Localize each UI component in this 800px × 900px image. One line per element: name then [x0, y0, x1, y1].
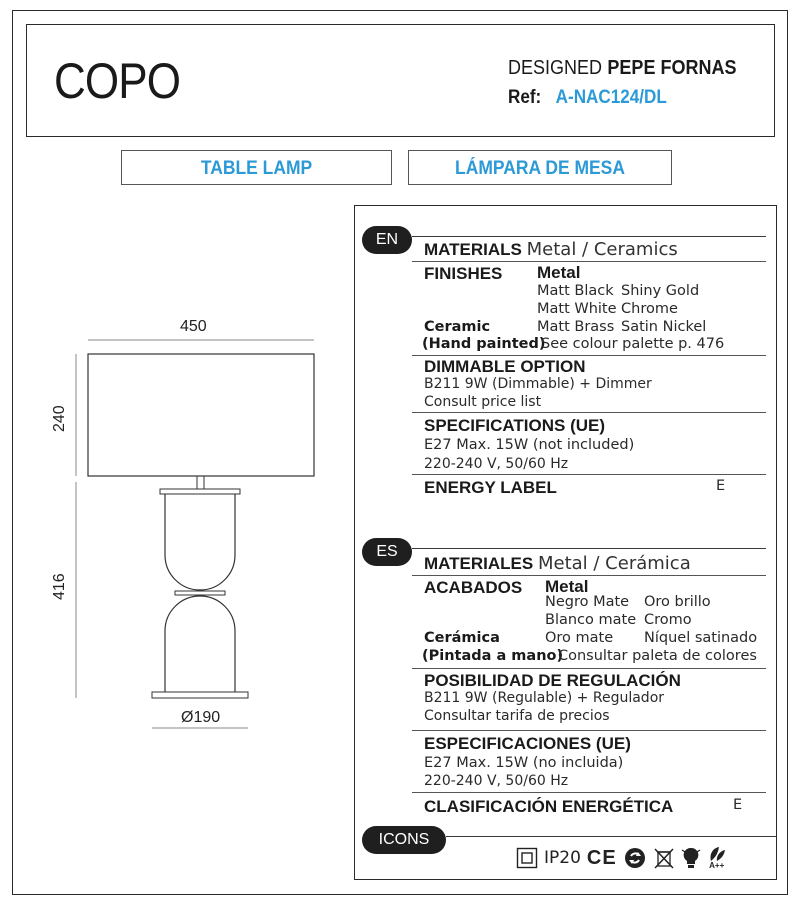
finishes-metal-label: Metal: [537, 263, 581, 282]
materials-label: MATERIALES Metal / Cerámica: [424, 553, 691, 574]
leaf-icon: [707, 846, 727, 862]
lamp-technical-drawing: [0, 0, 360, 900]
led-bulb-icon: [681, 846, 701, 870]
specifications-label: SPECIFICATIONS (UE): [424, 416, 606, 435]
class-ii-icon: [516, 847, 538, 869]
divider: [412, 575, 766, 576]
ce-mark-icon: CE: [586, 847, 617, 869]
specifications-line: E27 Max. 15W (no incluida): [424, 755, 624, 771]
lamp-lower-body: [165, 596, 235, 692]
designer-name: PEPE FORNAS: [607, 57, 737, 79]
finish-item: Matt Black: [537, 283, 614, 299]
materials-value: Metal / Cerámica: [537, 553, 691, 574]
ceramic-label: Cerámica: [424, 630, 500, 646]
finish-item: Negro Mate: [545, 594, 630, 610]
recycle-icon: [623, 846, 647, 870]
materials-label: MATERIALS Metal / Ceramics: [424, 239, 678, 260]
specifications-label: ESPECIFICACIONES (UE): [424, 734, 631, 753]
lamp-shade: [88, 354, 314, 476]
product-name: COPO: [54, 53, 181, 109]
energy-value: E: [716, 478, 726, 494]
lamp-base: [152, 692, 248, 698]
product-type-en: TABLE LAMP: [200, 158, 313, 179]
dimmable-line: Consult price list: [424, 394, 542, 410]
ceramic-value: See colour palette p. 476: [541, 336, 725, 352]
energy-label: ENERGY LABEL: [424, 478, 557, 497]
finish-item: Shiny Gold: [621, 283, 700, 299]
finish-item: Satin Nickel: [621, 319, 707, 335]
ref-label: Ref:: [508, 87, 542, 108]
lang-badge-es: ES: [362, 538, 412, 566]
dimmable-line: Consultar tarifa de precios: [424, 708, 610, 724]
divider: [446, 836, 776, 837]
ref-code: A-NAC124/DL: [555, 87, 667, 108]
energy-value: E: [733, 797, 743, 813]
finish-item: Matt Brass: [537, 319, 615, 335]
ceramic-label: Ceramic: [424, 319, 491, 335]
finishes-metal-label: Metal: [545, 577, 589, 596]
lang-badge-en: EN: [362, 226, 412, 254]
finish-item: Cromo: [644, 612, 692, 628]
lamp-upper-body: [165, 494, 235, 590]
certification-icons-row: [516, 845, 727, 871]
energy-label: CLASIFICACIÓN ENERGÉTICA: [424, 797, 674, 816]
energy-efficiency-icon: [707, 846, 727, 870]
specifications-line: E27 Max. 15W (not included): [424, 437, 635, 453]
dimmable-line: B211 9W (Regulable) + Regulador: [424, 690, 665, 706]
shade-width-label: 450: [180, 318, 207, 335]
finish-item: Oro brillo: [644, 594, 711, 610]
dimmable-line: B211 9W (Dimmable) + Dimmer: [424, 376, 652, 392]
weee-bin-icon: [653, 846, 675, 870]
finish-item: Oro mate: [545, 630, 614, 646]
divider: [412, 548, 766, 549]
ceramic-note: (Pintada a mano): [422, 648, 564, 664]
divider: [412, 236, 766, 237]
specifications-line: 220-240 V, 50/60 Hz: [424, 773, 569, 789]
divider: [412, 355, 766, 356]
designed-label: DESIGNED: [508, 57, 603, 79]
base-diameter-label: Ø190: [181, 709, 221, 726]
product-type-es: LÁMPARA DE MESA: [455, 158, 625, 179]
ceramic-note: (Hand painted): [422, 336, 546, 352]
lamp-connector: [175, 591, 225, 595]
ip-rating: IP20: [544, 848, 581, 868]
energy-class-label: A++: [709, 861, 725, 870]
materials-value: Metal / Ceramics: [526, 239, 678, 260]
finishes-label: FINISHES: [424, 264, 503, 283]
divider: [412, 668, 766, 669]
body-height-label: 416: [51, 573, 68, 600]
divider: [412, 792, 766, 793]
dimmable-label: POSIBILIDAD DE REGULACIÓN: [424, 671, 681, 690]
divider: [412, 412, 766, 413]
lamp-stem: [197, 476, 204, 490]
divider: [412, 474, 766, 475]
divider: [412, 730, 766, 731]
lamp-top-cap: [160, 489, 240, 494]
divider: [412, 261, 766, 262]
specifications-line: 220-240 V, 50/60 Hz: [424, 456, 569, 472]
product-type-es-box: [408, 150, 672, 185]
finish-item: Blanco mate: [545, 612, 637, 628]
finish-item: Chrome: [621, 301, 678, 317]
reference-line: [508, 87, 667, 109]
finish-item: Matt White: [537, 301, 617, 317]
finishes-label: ACABADOS: [424, 578, 523, 597]
finish-item: Níquel satinado: [644, 630, 758, 646]
dimmable-label: DIMMABLE OPTION: [424, 357, 586, 376]
ceramic-value: Consultar paleta de colores: [558, 648, 757, 664]
shade-height-label: 240: [51, 405, 68, 432]
designer-line: [508, 57, 736, 80]
icons-badge: ICONS: [362, 826, 446, 854]
